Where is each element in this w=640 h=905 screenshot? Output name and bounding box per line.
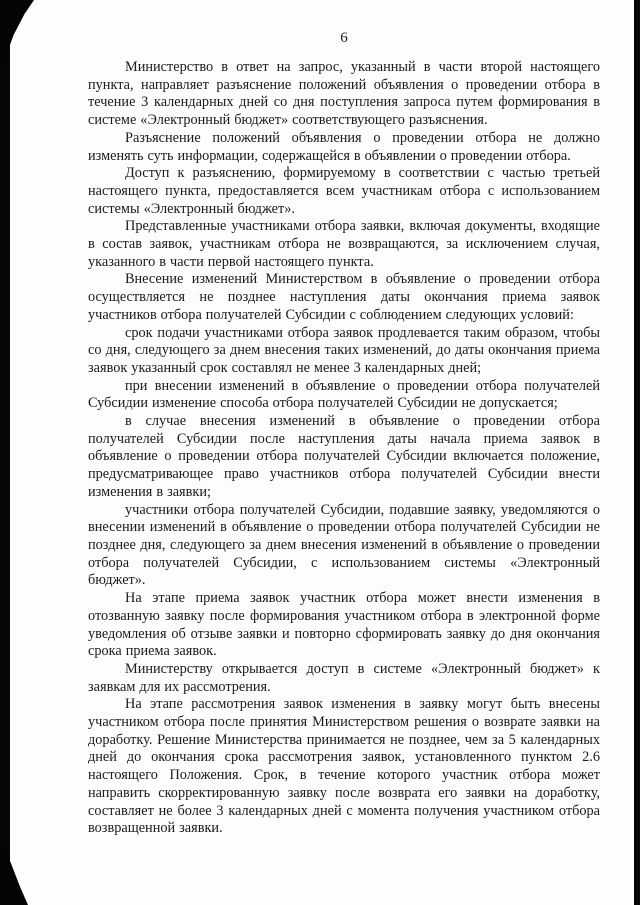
scan-artifact-right-edge [634,0,640,905]
paragraph-3: Доступ к разъяснению, формируемому в соответствии с частью третьей настоящего пункта, предоставляется всем участникам отбора с использованием системы «Электронный бюджет». [88,165,600,217]
paragraph-4: Представленные участниками отбора заявки, включая документы, входящие в состав заявок, участникам отбора не возвращаются, за исключением случая, указанного в части первой настоящего пункта. [88,218,600,270]
paragraph-10: На этапе приема заявок участник отбора может внести изменения в отозванную заявку после формирования участником отбора в электронной форме уведомления об отзыве заявки и повторно сформировать заявку до дня окончания срока приема заявок. [88,590,600,660]
document-body [88,59,600,838]
paragraph-9: участники отбора получателей Субсидии, подавшие заявку, уведомляются о внесении изменений в объявление о проведении отбора получателей Субсидии не позднее дня, следующего за днем внесения изменений в объявление о проведении отбора получателей Субсидии, с использованием системы «Электронный бюджет». [88,501,600,589]
scan-artifact-left-edge [0,0,10,905]
paragraph-7: при внесении изменений в объявление о проведении отбора получателей Субсидии изменение способа отбора получателей Субсидии не допускается; [88,377,600,412]
paragraph-11: Министерству открывается доступ в системе «Электронный бюджет» к заявкам для их рассмотрения. [88,660,600,695]
paragraph-5: Внесение изменений Министерством в объявление о проведении отбора осуществляется не позднее наступления даты окончания приема заявок участников отбора получателей Субсидии с соблюдением следующих условий: [88,271,600,323]
scan-artifact-bottom-left-corner [0,841,28,905]
paragraph-2: Разъяснение положений объявления о проведении отбора не должно изменять суть информации, содержащейся в объявлении о проведении отбора. [88,129,600,164]
paragraph-8: в случае внесения изменений в объявление о проведении отбора получателей Субсидии после наступления даты начала приема заявок в объявление о проведении отбора получателей Субсидии включается положение, предусматривающее право участников отбора получателей Субсидии внести изменения в заявки; [88,413,600,500]
paragraph-1: Министерство в ответ на запрос, указанный в части второй настоящего пункта, направляет разъяснение положений объявления о проведении отбора в течение 3 календарных дней со дня поступления запроса путем формирования в системе «Электронный бюджет» соответствующего разъяснения. [88,59,600,129]
page-number: 6 [340,30,348,46]
paragraph-6: срок подачи участниками отбора заявок продлевается таким образом, чтобы со дня, следующего за днем внесения таких изменений, до даты окончания приема заявок указанный срок составлял не менее 3 календарных дней; [88,324,600,376]
paragraph-12: На этапе рассмотрения заявок изменения в заявку могут быть внесены участником отбора после принятия Министерством решения о возврате заявки на доработку. Решение Министерства принимается не позднее, чем за 5 календарных дней до окончания срока рассмотрения заявок, установленного пунктом 2.6 настоящего Положения. Срок, в течение которого участник отбора может направить скорректированную заявку после возврата его заявки на доработку, составляет не более 3 календарных дней с момента получения участником отбора возвращенной заявки. [88,696,600,837]
